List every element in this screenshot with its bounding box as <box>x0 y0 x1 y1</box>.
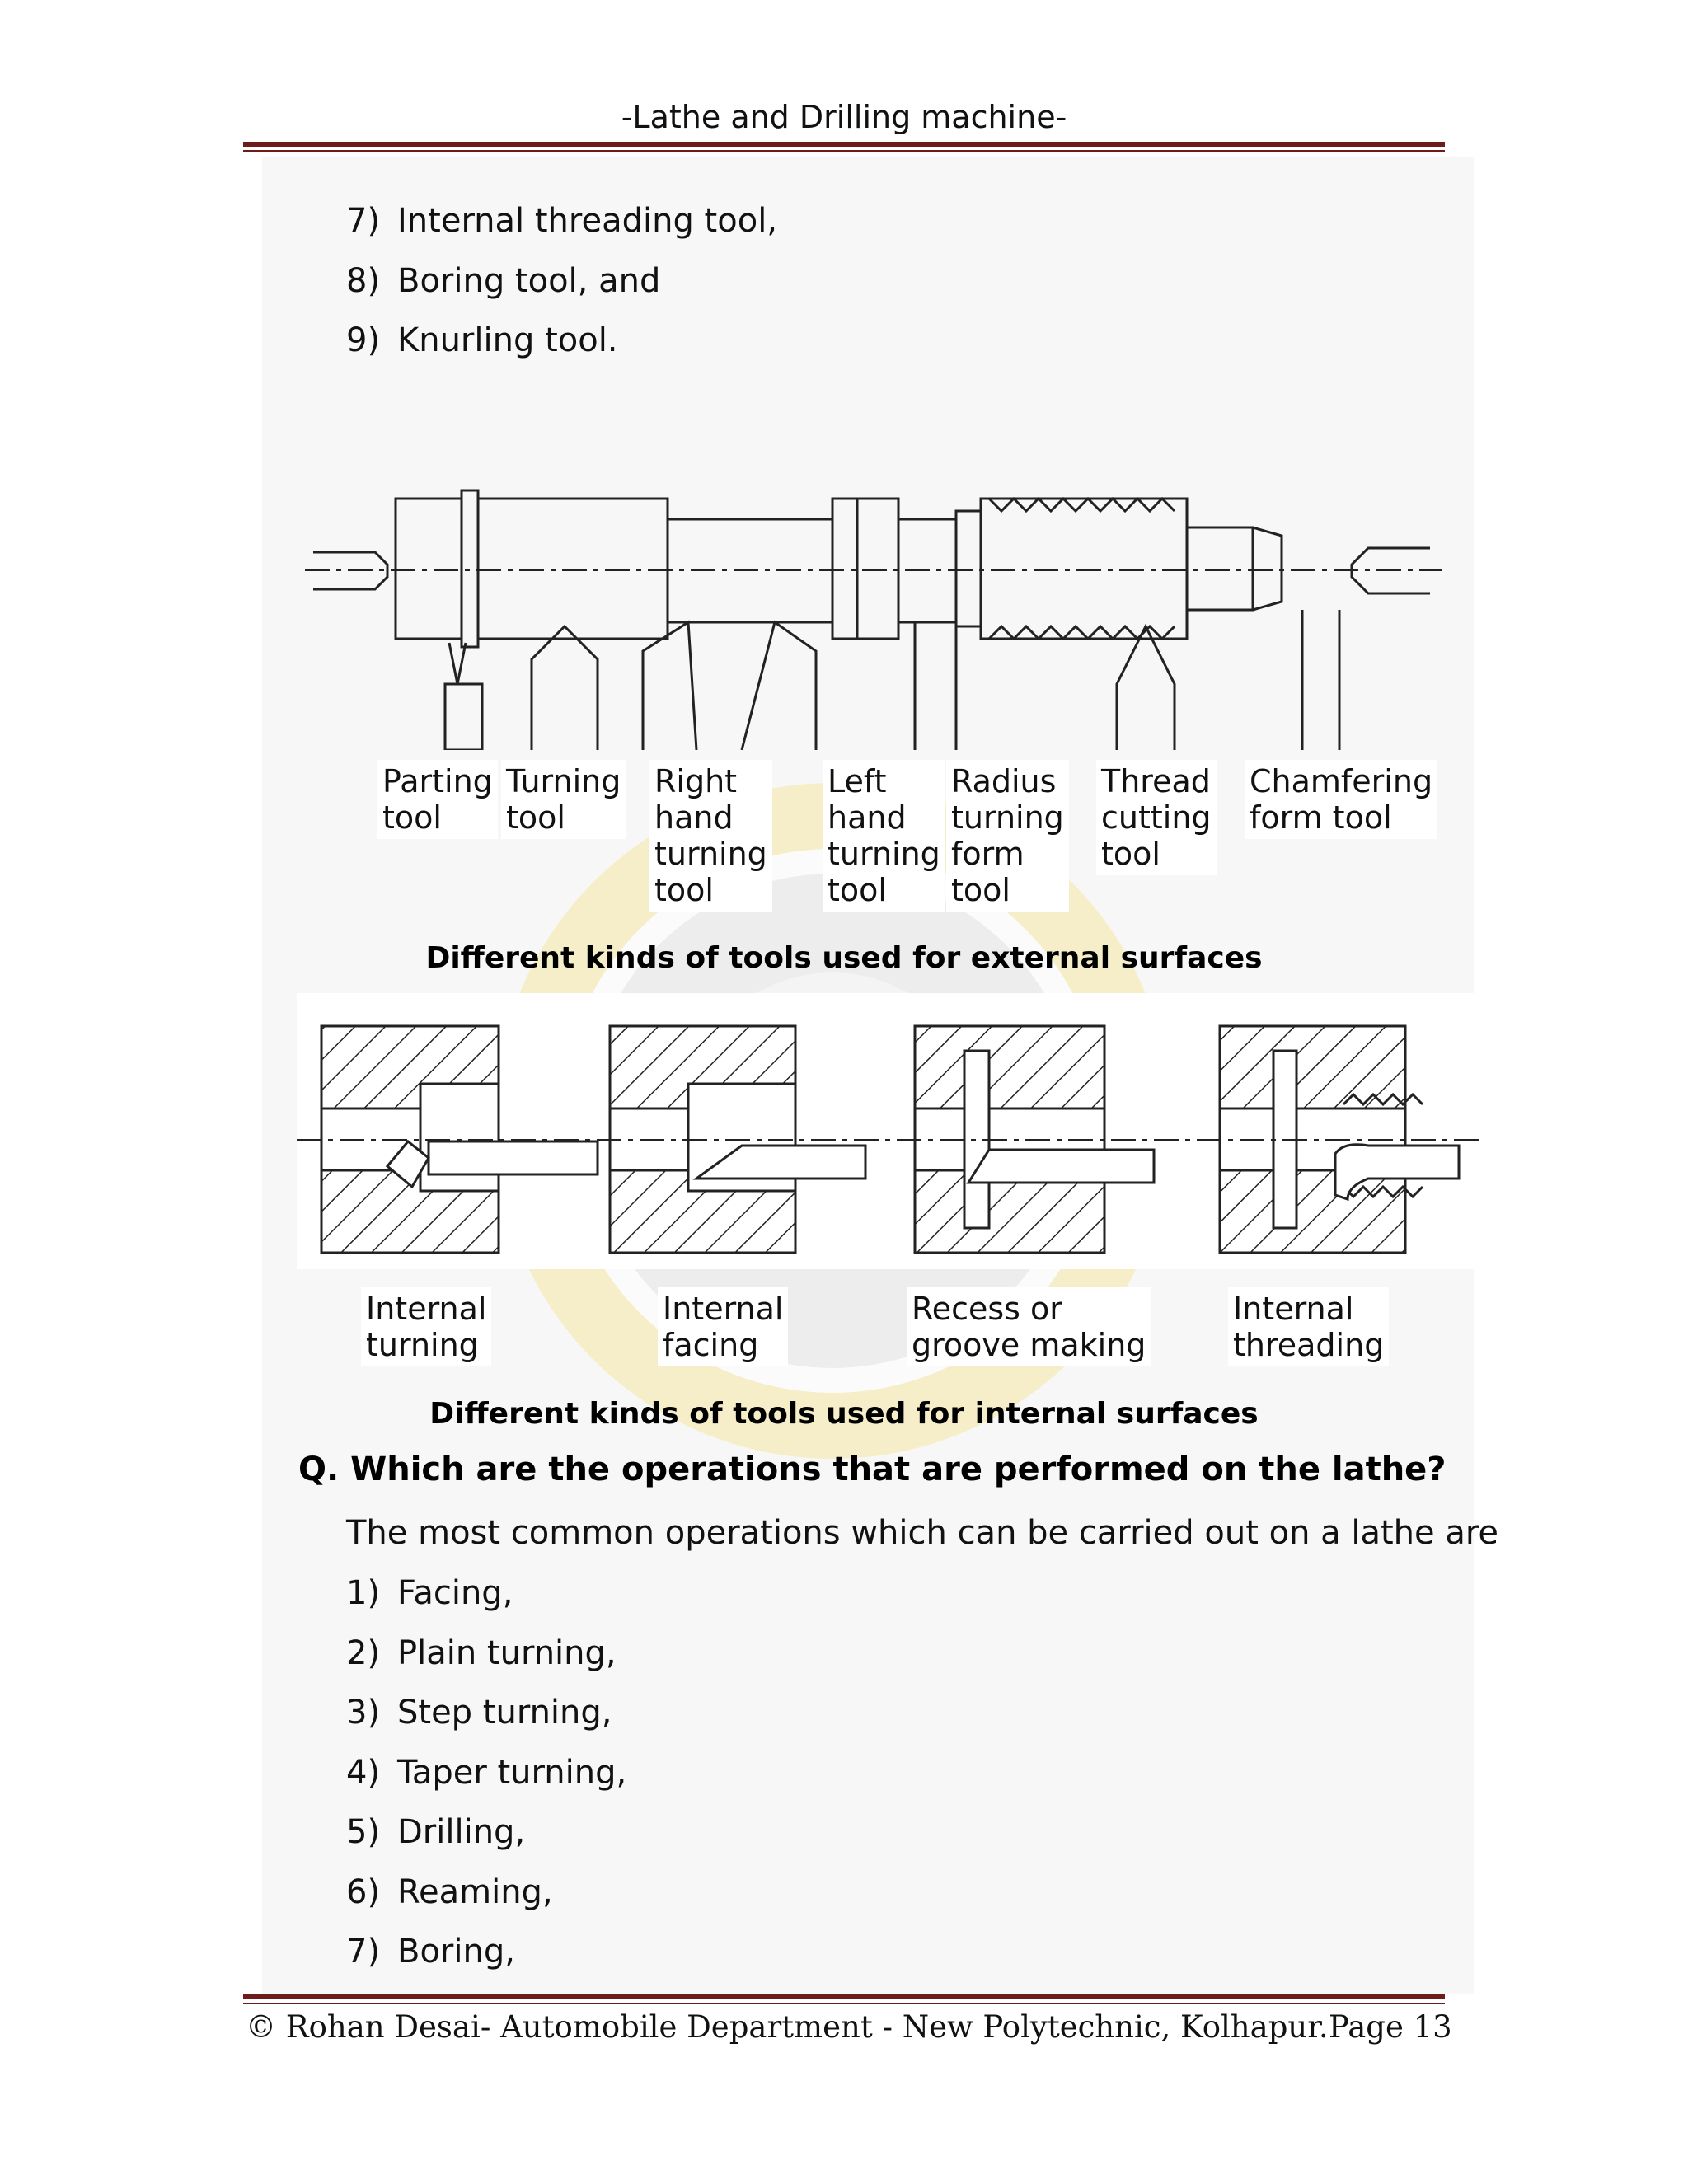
list-item: 5) Drilling, <box>346 1813 526 1851</box>
header-rule-thick <box>243 142 1445 147</box>
label-turning-tool: Turning tool <box>501 760 626 839</box>
label-chamfering-form-tool: Chamfering form tool <box>1245 760 1437 839</box>
figure-caption-external: Different kinds of tools used for external surfaces <box>425 941 1263 975</box>
list-item: 1) Facing, <box>346 1574 513 1612</box>
label-recess-groove-making: Recess or groove making <box>907 1287 1151 1366</box>
label-parting-tool: Parting tool <box>377 760 498 839</box>
list-item: 8) Boring tool, and <box>346 262 661 300</box>
label-radius-turning-form-tool: Radius turning form tool <box>946 760 1069 912</box>
figure-caption-internal: Different kinds of tools used for internal surfaces <box>429 1397 1259 1431</box>
internal-tools-diagram <box>297 993 1484 1269</box>
label-internal-facing: Internal facing <box>658 1287 788 1366</box>
footer-rule-thin <box>243 2003 1445 2004</box>
list-item: 7) Internal threading tool, <box>346 202 778 240</box>
list-item: 4) Taper turning, <box>346 1754 627 1792</box>
footer-rule-thick <box>243 1994 1445 1999</box>
footer-credit: © Rohan Desai- Automobile Department - New Polytechnic, Kolhapur. <box>246 2009 1329 2045</box>
label-left-hand-turning-tool: Left hand turning tool <box>823 760 945 912</box>
page-number: Page 13 <box>1329 2009 1452 2045</box>
list-item: 6) Reaming, <box>346 1873 553 1911</box>
list-item: 3) Step turning, <box>346 1694 612 1732</box>
list-item: 2) Plain turning, <box>346 1634 617 1672</box>
question-heading: Q. Which are the operations that are performed on the lathe? <box>298 1451 1447 1488</box>
intro-paragraph: The most common operations which can be carried out on a lathe are <box>346 1514 1499 1552</box>
list-item: 9) Knurling tool. <box>346 321 618 359</box>
label-internal-threading: Internal threading <box>1228 1287 1389 1366</box>
label-right-hand-turning-tool: Right hand turning tool <box>649 760 772 912</box>
external-tools-diagram <box>305 486 1442 750</box>
header-rule-thin <box>243 150 1445 152</box>
page-header-title: -Lathe and Drilling machine- <box>621 99 1067 135</box>
list-item: 7) Boring, <box>346 1933 515 1971</box>
label-internal-turning: Internal turning <box>361 1287 491 1366</box>
label-thread-cutting-tool: Thread cutting tool <box>1096 760 1217 875</box>
